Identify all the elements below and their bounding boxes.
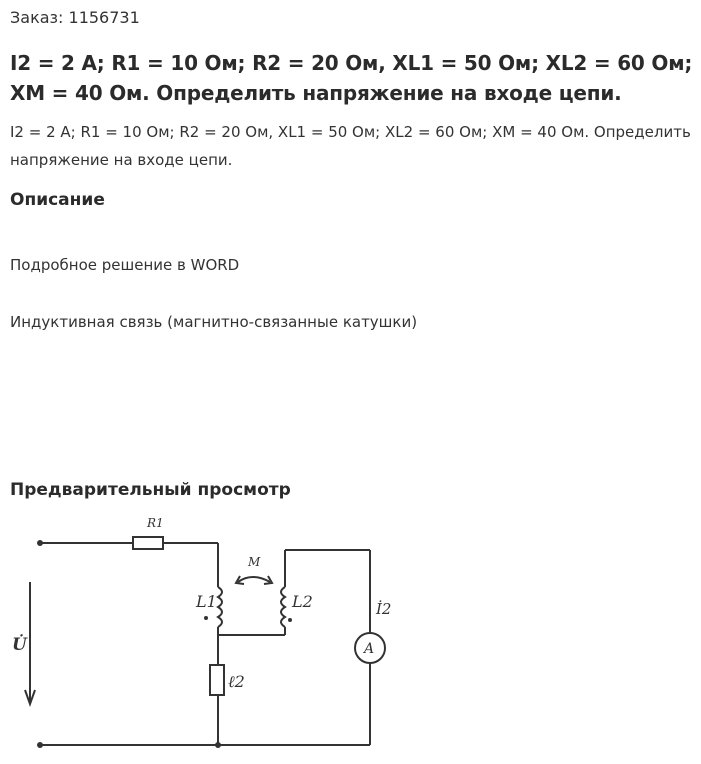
- label-i2: İ2: [376, 600, 392, 618]
- label-l2: L2: [292, 592, 313, 611]
- label-r1: R1: [147, 516, 164, 530]
- inductor-l2: [281, 587, 285, 627]
- label-r2: ℓ2: [228, 672, 245, 691]
- node-bottom: [215, 742, 221, 748]
- circuit-preview-image: [0, 512, 400, 764]
- label-l1: L1: [196, 592, 217, 611]
- paragraph-word-solution: Подробное решение в WORD: [10, 256, 240, 274]
- resistor-r1: [133, 537, 163, 549]
- label-m: M: [248, 555, 261, 569]
- label-u: U̇: [12, 635, 27, 655]
- resistor-r2: [210, 665, 224, 695]
- ammeter-label: A: [364, 641, 375, 657]
- order-number: Заказ: 1156731: [10, 8, 140, 27]
- inductor-l1: [218, 587, 222, 627]
- mutual-coupling-arc: [238, 577, 270, 582]
- section-heading-preview: Предварительный просмотр: [10, 480, 291, 500]
- page-title: I2 = 2 А; R1 = 10 Ом; R2 = 20 Ом, XL1 = 50 Ом; XL2 = 60 Ом; XM = 40 Ом. Определить напряжение на входе цепи.: [10, 51, 693, 105]
- paragraph-topic: Индуктивная связь (магнитно-связанные катушки): [10, 313, 418, 331]
- task-description: I2 = 2 А; R1 = 10 Ом; R2 = 20 Ом, XL1 = 50 Ом; XL2 = 60 Ом; XM = 40 Ом. Определить напряжение на входе цепи.: [10, 123, 691, 169]
- input-terminal-bottom: [37, 742, 43, 748]
- section-heading-description: Описание: [10, 190, 105, 210]
- input-terminal-top: [37, 540, 43, 546]
